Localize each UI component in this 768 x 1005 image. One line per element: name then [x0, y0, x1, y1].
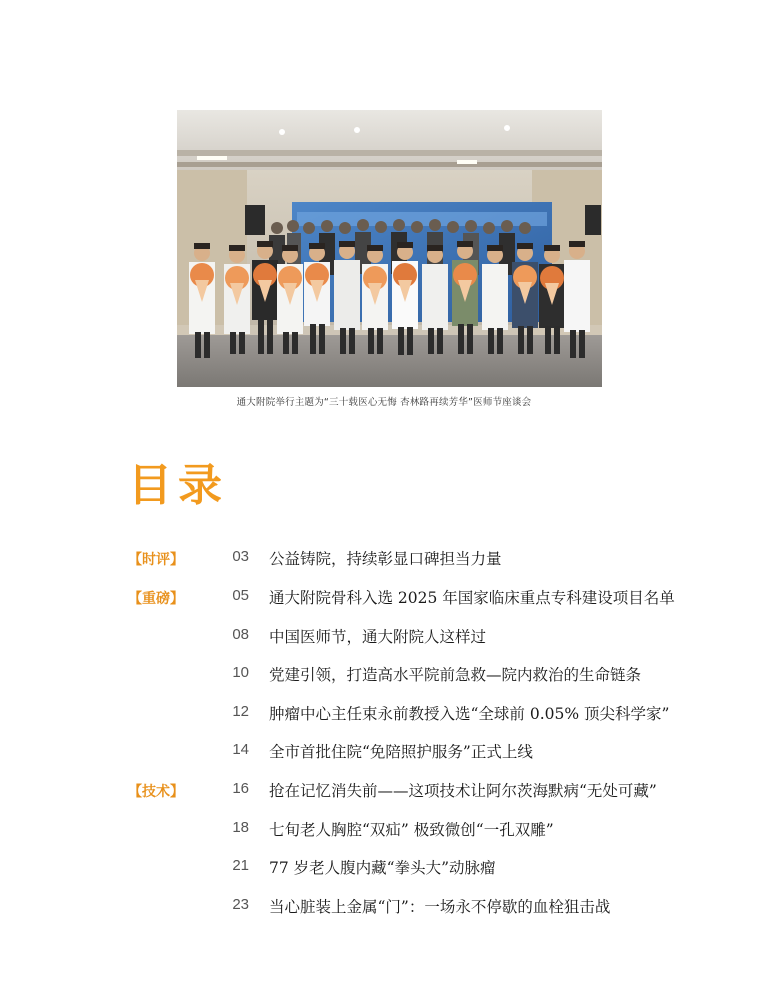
- page-number: 21: [232, 857, 249, 874]
- toc-entry[interactable]: [0, 546, 768, 570]
- toc-entry[interactable]: [0, 817, 768, 841]
- article-title: 公益铸院，持续彰显口碑担当力量: [269, 550, 502, 568]
- toc-entry[interactable]: [0, 855, 768, 879]
- page-number: 16: [232, 780, 249, 797]
- section-label: 【重磅】: [128, 591, 184, 607]
- page-number: 18: [232, 819, 249, 836]
- toc-entry[interactable]: [0, 662, 768, 686]
- section-label: 【技术】: [128, 784, 184, 800]
- page-number: 03: [232, 548, 249, 565]
- page-number: 12: [232, 703, 249, 720]
- toc-entry[interactable]: [0, 894, 768, 918]
- page-number: 10: [232, 664, 249, 681]
- toc-entry[interactable]: [0, 624, 768, 648]
- section-label: 【时评】: [128, 552, 184, 568]
- toc-entry[interactable]: [0, 778, 768, 802]
- article-title: 七旬老人胸腔“双疝” 极致微创“一孔双雕”: [269, 821, 554, 839]
- toc-entry[interactable]: [0, 701, 768, 725]
- article-title: 党建引领，打造高水平院前急救—院内救治的生命链条: [269, 666, 642, 684]
- page-number: 14: [232, 741, 249, 758]
- article-title: 当心脏装上金属“门”：一场永不停歇的血栓狙击战: [269, 898, 611, 916]
- article-title: 通大附院骨科入选 2025 年国家临床重点专科建设项目名单: [269, 589, 675, 607]
- page-number: 08: [232, 626, 249, 643]
- toc-title: 目录: [128, 460, 228, 511]
- page-number: 23: [232, 896, 249, 913]
- toc-entry[interactable]: [0, 739, 768, 763]
- article-title: 中国医师节，通大附院人这样过: [269, 628, 487, 646]
- article-title: 肿瘤中心主任束永前教授入选“全球前 0.05% 顶尖科学家”: [269, 705, 670, 723]
- article-title: 77 岁老人腹内藏“拳头大”动脉瘤: [269, 859, 496, 877]
- group-photo: [177, 110, 602, 387]
- photo-caption: 通大附院举行主题为“三十载医心无悔 杏林路再续芳华”医师节座谈会: [236, 397, 532, 408]
- toc-entry[interactable]: [0, 585, 768, 609]
- article-title: 全市首批住院“免陪照护服务”正式上线: [269, 743, 533, 761]
- page-number: 05: [232, 587, 249, 604]
- article-title: 抢在记忆消失前——这项技术让阿尔茨海默病“无处可藏”: [269, 782, 657, 800]
